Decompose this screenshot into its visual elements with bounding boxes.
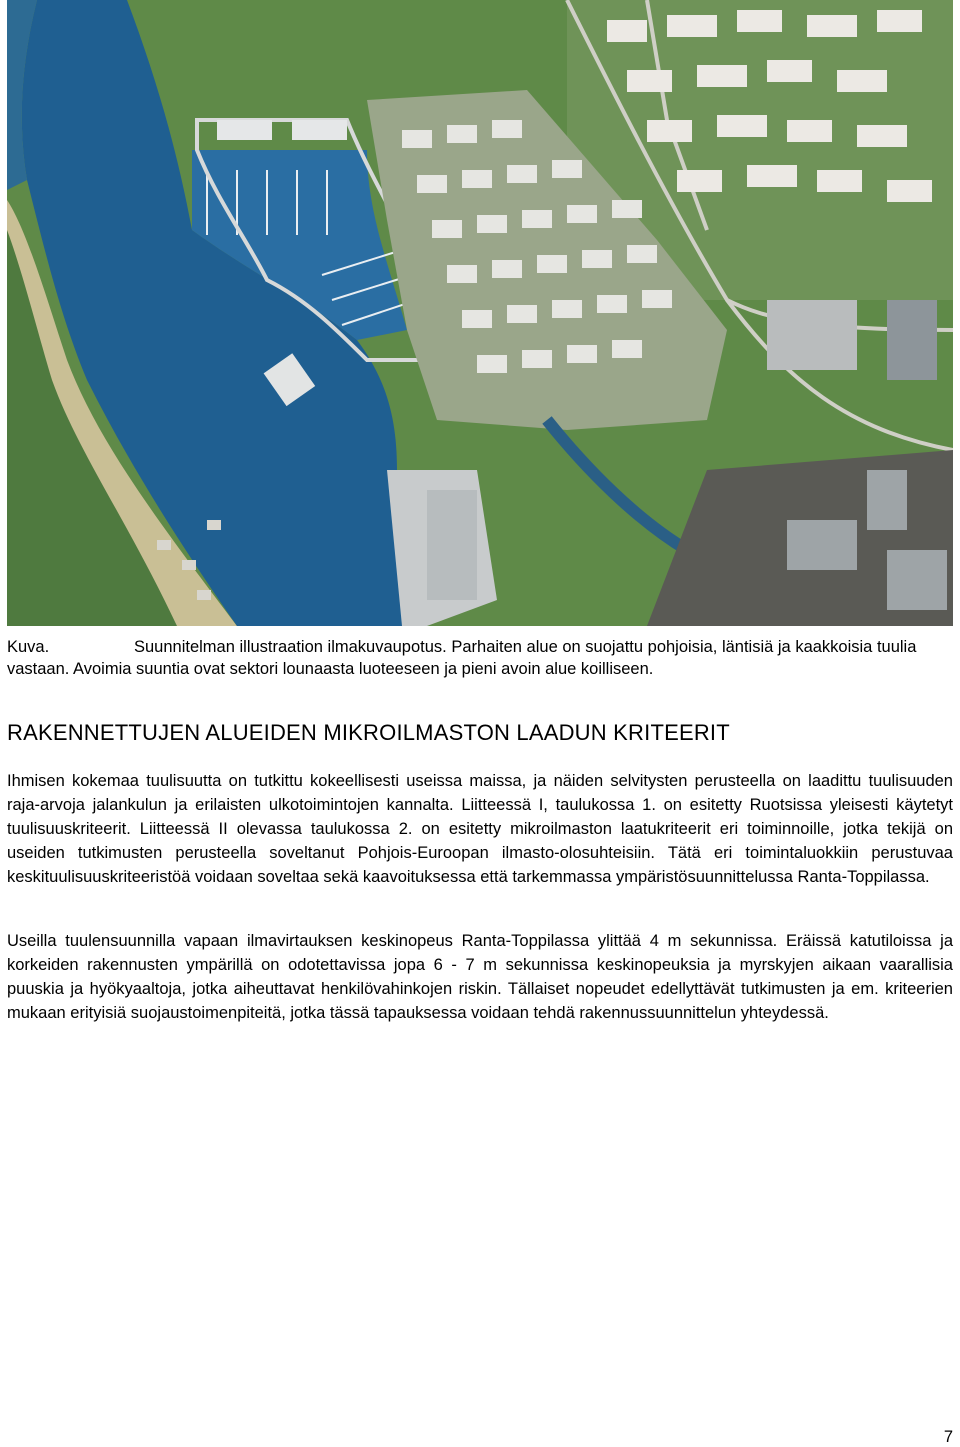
page-number: 7 [943, 1428, 953, 1446]
figure-label: Kuva. [7, 638, 50, 656]
figure-caption [7, 636, 953, 680]
figure-caption-text: Suunnitelman illustraation ilmakuvaupotus. Parhaiten alue on suojattu pohjoisia, läntisiä ja kaakkoisia tuulia vastaan. Avoimia suuntia ovat sektori lounaasta luoteeseen ja pieni avoin alue koilliseen. [7, 638, 917, 678]
body-paragraph-1: Ihmisen kokemaa tuulisuutta on tutkittu kokeellisesti useissa maissa, ja näiden selvitysten perusteella on laadittu tuulisuuden raja-arvoja jalankulun ja erilaisten ulkotoimintojen kannalta. Liitteessä I, taulukossa 1. on esitetty Ruotsissa yleisesti käytetyt tuulisuuskriteerit. Liitteessä II olevassa taulukossa 2. on esitetty mikroilmaston laatukriteerit eri toiminnoille, jotka tekijä on useiden tutkimusten perusteella soveltanut Pohjois-Euroopan ilmasto-olosuhteisiin. Tätä eri toimintaluokkiin perustuvaa keskituulisuuskriteeristöä voidaan soveltaa sekä kaavoituksessa että tarkemmassa ympäristösuunnittelussa Ranta-Toppilassa. [7, 772, 953, 886]
aerial-plan-image [7, 0, 953, 626]
body-paragraph-2: Useilla tuulensuunnilla vapaan ilmavirtauksen keskinopeus Ranta-Toppilassa ylittää 4 m sekunnissa. Eräissä katutiloissa ja korkeiden rakennusten ympärillä on odotettavissa jopa 6 - 7 m sekunnissa keskinopeuksia ja myrskyjen aikaan vaarallisia puuskia ja hyökyaaltoja, jotka aiheuttavat henkilövahinkojen riskin. Tällaiset nopeudet edellyttävät tutkimusten ja em. kriteerien mukaan erityisiä suojaustoimenpiteitä, jotka tässä tapauksessa voidaan tehdä rakennussuunnittelun yhteydessä. [7, 932, 953, 1022]
section-heading: RAKENNETTUJEN ALUEIDEN MIKROILMASTON LAADUN KRITEERIT [7, 720, 730, 745]
